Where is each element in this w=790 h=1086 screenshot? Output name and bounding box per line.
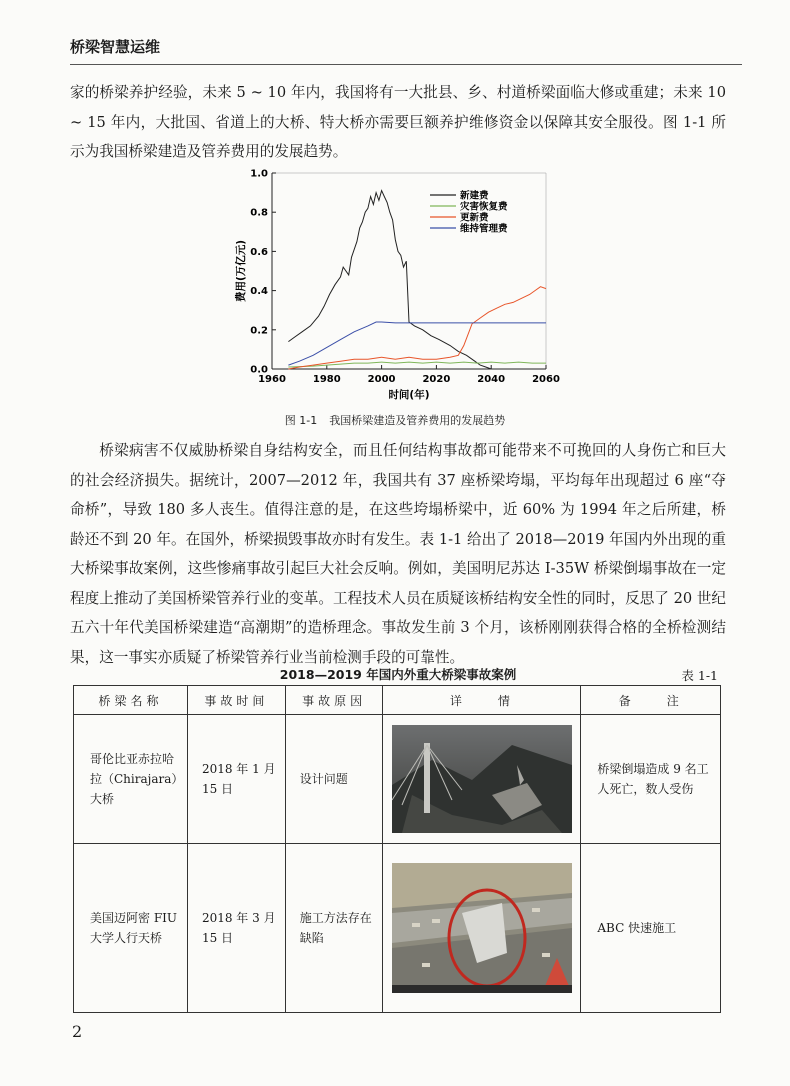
x-tick-label: 2000 [367,374,396,385]
y-tick-label: 0.4 [250,286,268,298]
table-header-row [74,686,721,715]
chirajara-bridge-photo [392,725,572,833]
x-axis-label: 时间(年) [388,389,430,401]
header-bridge-name: 桥梁名称 [74,686,188,715]
paragraph-1: 家的桥梁养护经验，未来 5 ~ 10 年内，我国将有一大批县、乡、村道桥梁面临大修或重建；未来 10 ~ 15 年内，大批国、省道上的大桥、特大桥亦需要巨额养护维修资金以保障其安全服役。图 1-1 所示为我国桥梁建造及管养费用的发展趋势。 [70,84,726,160]
table-row [74,844,721,1013]
plot-area [234,169,560,402]
header-accident-time: 事故时间 [187,686,285,715]
figure-caption [0,412,790,428]
y-tick-label: 0.8 [250,207,268,219]
y-tick-label: 0.0 [250,364,268,376]
y-tick-label: 1.0 [250,168,268,180]
cell-bridge-name: 哥伦比亚赤拉哈拉（Chirajara）大桥 [74,715,188,844]
legend-label: 灾害恢复费 [460,201,508,213]
figure-number: 图 1-1 [284,414,318,427]
y-axis-label: 费用(万亿元) [235,239,247,303]
header-details: 详 情 [383,686,581,715]
x-tick-label: 2040 [477,374,506,385]
x-tick-label: 1960 [258,374,286,385]
page-number: 2 [72,1022,83,1041]
header-remarks: 备 注 [581,686,721,715]
y-tick-label: 0.6 [250,246,268,258]
legend-label: 新建费 [460,190,489,202]
header-accident-cause: 事故原因 [285,686,383,715]
cell-accident-cause: 施工方法存在缺陷 [285,844,383,1013]
table-number: 表 1-1 [681,668,718,683]
x-tick-label: 2060 [532,374,560,385]
legend-label: 维持管理费 [460,223,508,235]
cell-accident-time: 2018 年 1 月 15 日 [187,715,285,844]
cell-remarks: ABC 快速施工 [581,844,721,1013]
accident-table [73,685,721,1013]
cell-bridge-name: 美国迈阿密 FIU 大学人行天桥 [74,844,188,1013]
running-header: 桥梁智慧运维 [70,38,161,56]
cell-accident-time: 2018 年 3 月 15 日 [187,844,285,1013]
cost-trend-chart [230,165,570,410]
header-rule [70,64,742,65]
x-tick-label: 2020 [422,374,451,385]
cell-details-photo [383,715,581,844]
table-title: 2018—2019 年国内外重大桥梁事故案例 [279,667,517,682]
cell-details-photo [383,844,581,1013]
legend-label: 更新费 [460,212,489,224]
x-tick-label: 1980 [312,374,341,385]
y-tick-label: 0.2 [250,325,268,337]
table-row [74,715,721,844]
cell-accident-cause: 设计问题 [285,715,383,844]
fiu-bridge-photo [392,863,572,993]
cell-remarks: 桥梁倒塌造成 9 名工人死亡，数人受伤 [581,715,721,844]
figure-caption-text: 我国桥梁建造及管养费用的发展趋势 [329,414,506,427]
paragraph-2: 桥梁病害不仅威胁桥梁自身结构安全，而且任何结构事故都可能带来不可挽回的人身伤亡和巨大的社会经济损失。据统计，2007—2012 年，我国共有 37 座桥梁垮塌，平均每年出现超过 6 座“夺命桥”，导致 180 多人丧生。值得注意的是，在这些垮塌桥梁中，近 60% 为 1994 年之后所建，桥龄还不到 20 年。在国外，桥梁损毁事故亦时有发生。表 1-1 给出了 2018—2019 年国内外出现的重大桥梁事故案例，这些惨痛事故引起巨大社会反响。例如，美国明尼苏达 I-35W 桥梁倒塌事故在一定程度上推动了美国桥梁管养行业的变革。工程技术人员在质疑该桥结构安全性的同时，反思了 20 世纪五六十年代美国桥梁建造“高潮期”的造桥理念。事故发生前 3 个月，该桥刚刚获得合格的全桥检测结果，这一事实亦质疑了桥梁管养行业当前检测手段的可靠性。 [70,442,726,666]
